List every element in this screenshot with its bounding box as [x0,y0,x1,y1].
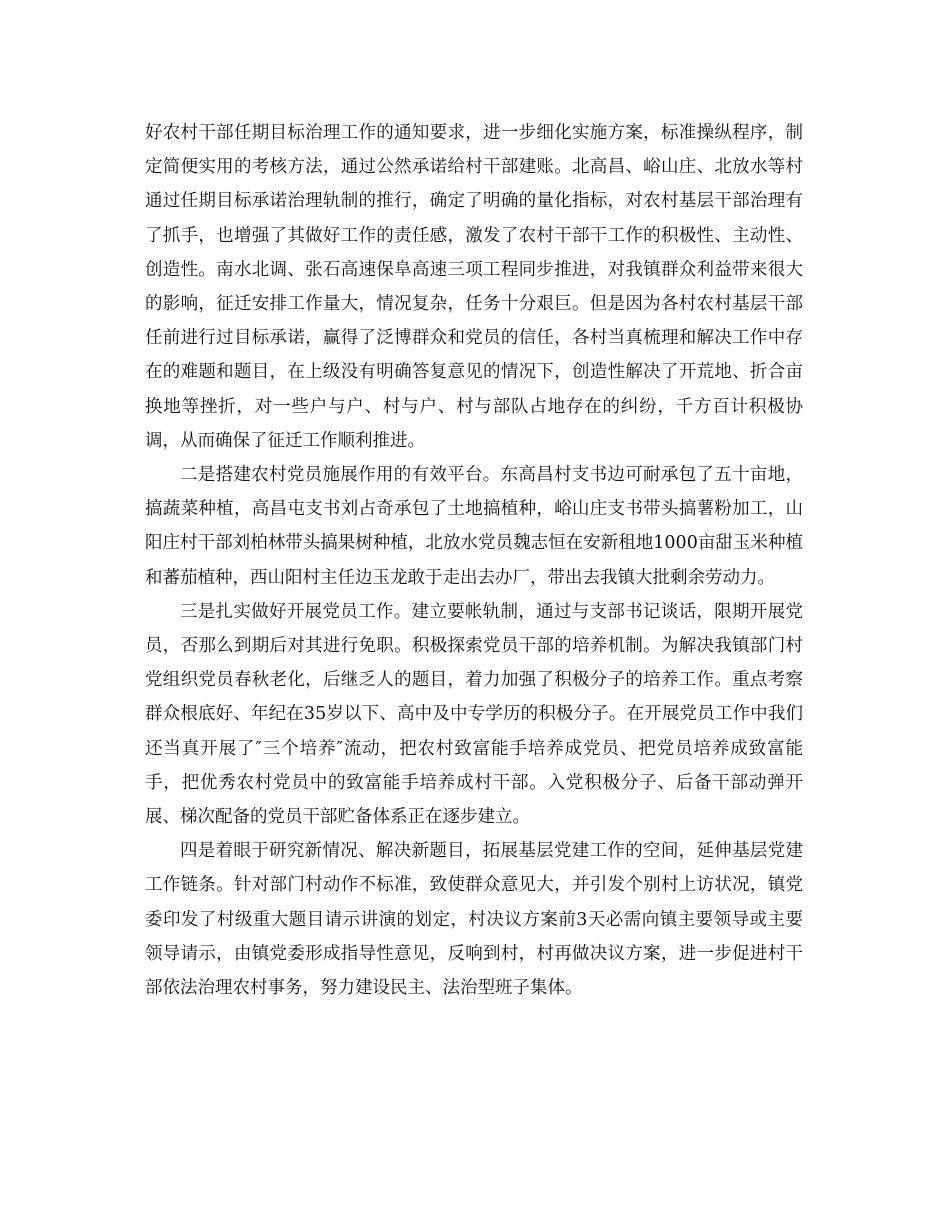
paragraph-1: 好农村干部任期目标治理工作的通知要求，进一步细化实施方案，标准操纵程序，制定简便实用的考核方法，通过公然承诺给村干部建账。北高昌、峪山庄、北放水等村通过任期目标承诺治理轨制的推行，确定了明确的量化指标，对农村基层干部治理有了抓手，也增强了其做好工作的责任感，激发了农村干部干工作的积极性、主动性、创造性。南水北调、张石高速保阜高速三项工程同步推进，对我镇群众利益带来很大的影响，征迁安排工作量大，情况复杂，任务十分艰巨。但是因为各村农村基层干部任前进行过目标承诺，赢得了泛博群众和党员的信任，各村当真梳理和解决工作中存在的难题和题目，在上级没有明确答复意见的情况下，创造性解决了开荒地、折合亩换地等挫折，对一些户与户、村与户、村与部队占地存在的纠纷，千方百计积极协调，从而确保了征迁工作顺利推进。 [145,123,803,451]
paragraph-3: 三是扎实做好开展党员工作。建立要帐轨制，通过与支部书记谈话，限期开展党员，否那么到期后对其进行免职。积极探索党员干部的培养机制。为解决我镇部门村党组织党员春秋老化，后继乏人的题目，着力加强了积极分子的培养工作。重点考察群众根底好、年纪在35岁以下、高中及中专学历的积极分子。在开展党员工作中我们还当真开展了″三个培养″流动，把农村致富能手培养成党员、把党员培养成致富能手，把优秀农村党员中的致富能手培养成村干部。入党积极分子、后备干部动弹开展、梯次配备的党员干部贮备体系正在逐步建立。 [145,601,803,828]
paragraph-2: 二是搭建农村党员施展作用的有效平台。东高昌村支书边可耐承包了五十亩地，搞蔬菜种植，高昌屯支书刘占奇承包了土地搞植种，峪山庄支书带头搞薯粉加工，山阳庄村干部刘柏林带头搞果树种植，北放水党员魏志恒在安新租地1000亩甜玉米种植和蕃茄植种，西山阳村主任边玉龙敢于走出去办厂，带出去我镇大批剩余劳动力。 [145,465,803,588]
document-page [145,116,803,1005]
paragraph-4: 四是着眼于研究新情况、解决新题目，拓展基层党建工作的空间，延伸基层党建工作链条。针对部门村动作不标准，致使群众意见大，并引发个别村上访状况，镇党委印发了村级重大题目请示讲演的划定，村决议方案前3天必需向镇主要领导或主要领导请示，由镇党委形成指导性意见，反响到村，村再做决议方案，进一步促进村干部依法治理农村事务，努力建设民主、法治型班子集体。 [145,841,803,999]
